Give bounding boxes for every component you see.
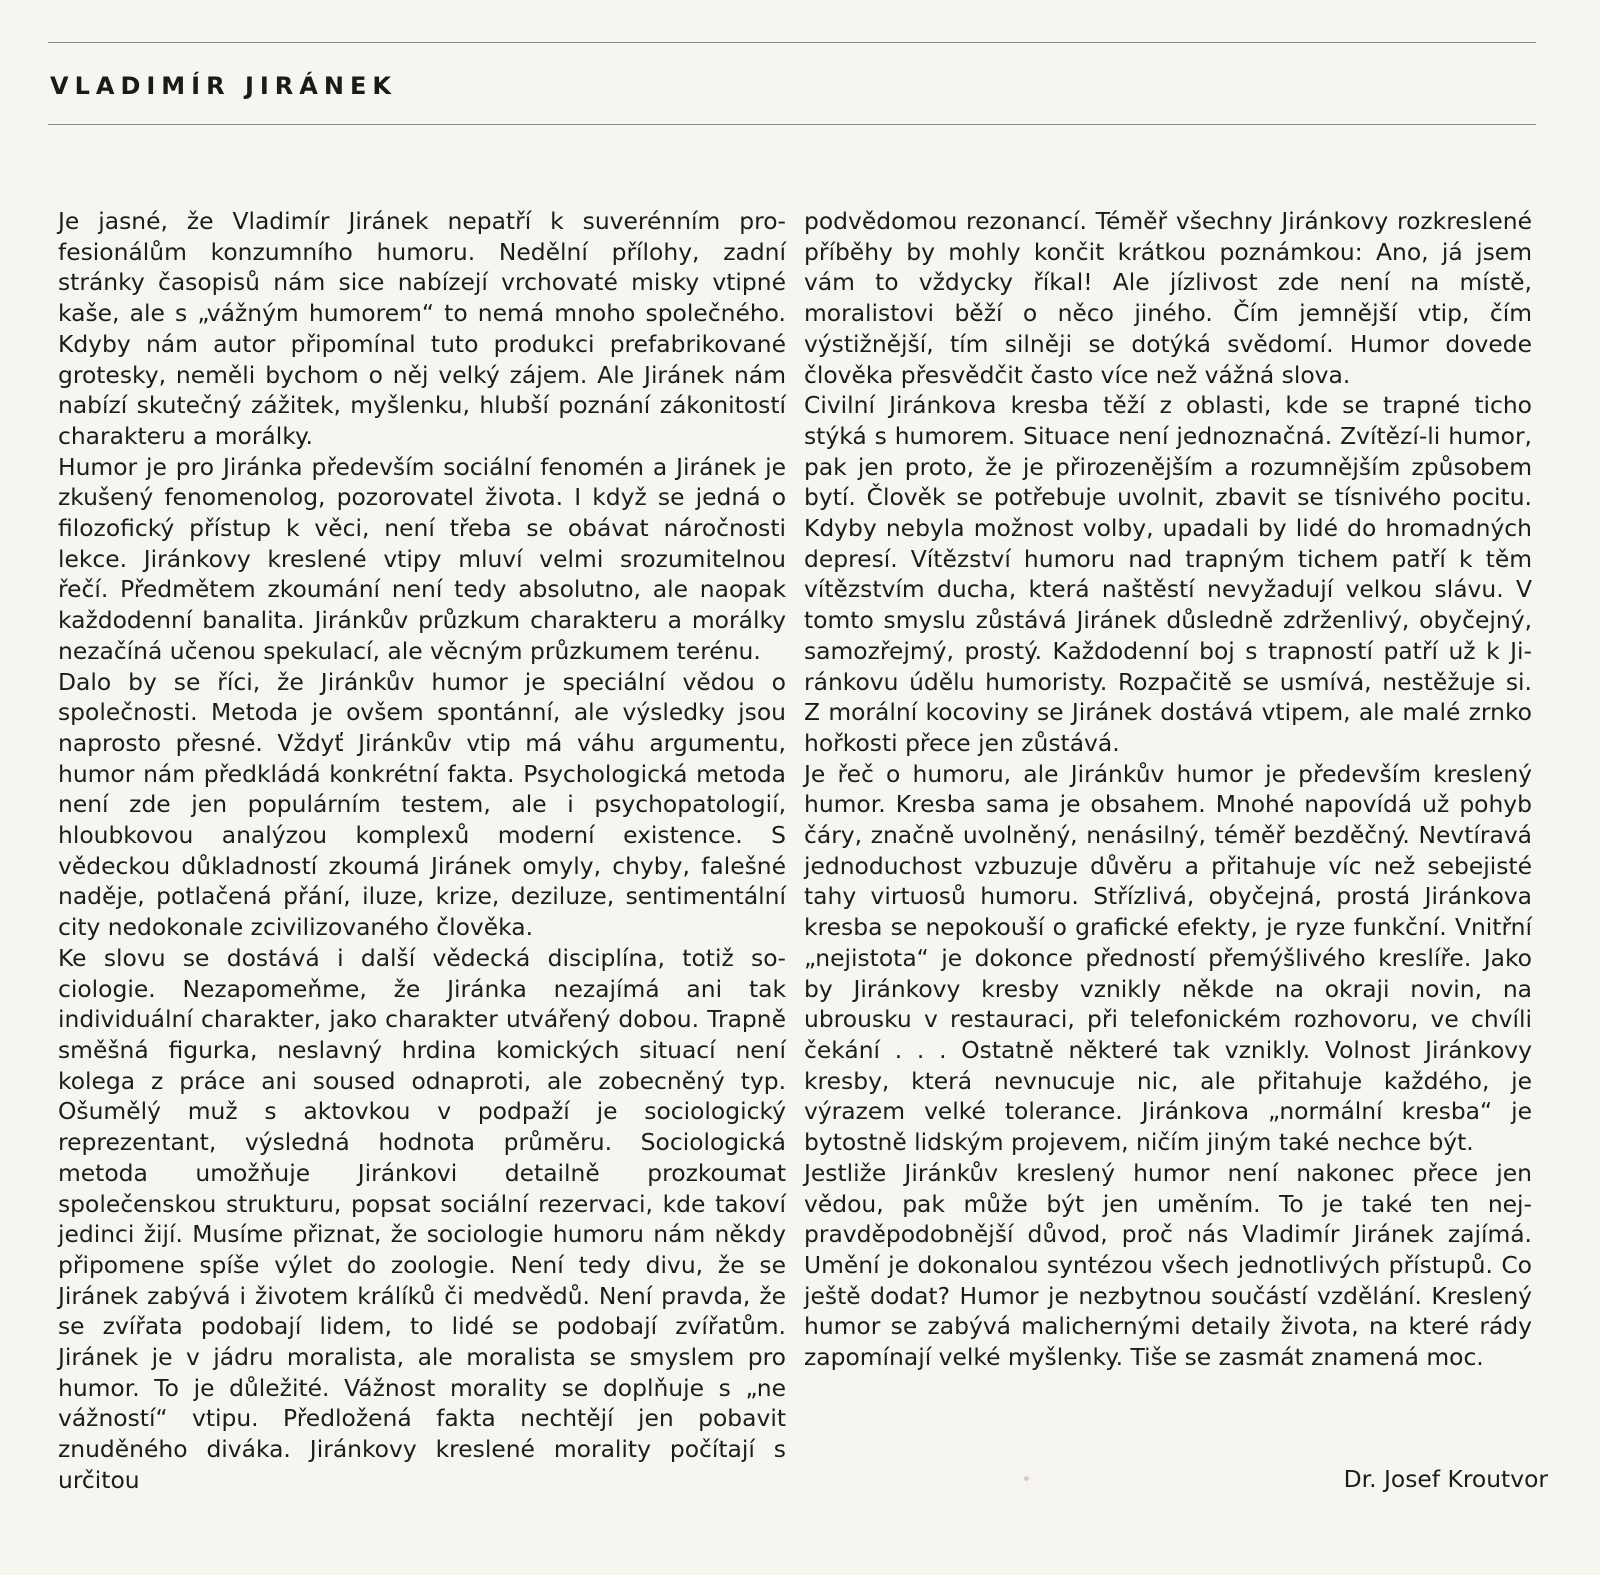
author-signature: Dr. Josef Kroutvor	[1343, 1465, 1548, 1493]
paper-speck	[1024, 1476, 1029, 1481]
right-column	[804, 206, 1532, 1373]
paragraph: Je řeč o humoru, ale Jiránkův humor je především kreslený humor. Kresba sama je obsahem. Mnohé napovídá už pohyb čáry, značně uvolněný, nenásilný, téměř bezděčný. Nevtíravá jednoduchost vzbuzuje důvěru a přitahuje víc než sebejisté tahy virtuosů humoru. Střízlivá, obyčejná, prostá Jiránkova kresba se nepokouší o grafické efekty, je ryze funkční. Vnitřní „nejistota“ je dokonce předností přemýšlivého kreslíře. Jako by Jiránkovy kresby vznikly někde na okraji novin, na ubrousku v restauraci, při telefonickém rozhovoru, ve chvíli čekání . . . Ostatně některé tak vznikly. Volnost Jiránkovy kresby, která nevnucuje nic, ale přitahuje každého, je výrazem velké tolerance. Jiránkova „normální kresba“ je bytostně lidským projevem, ničím jiným také nechce být.	[804, 759, 1532, 1157]
paragraph: podvědomou rezonancí. Téměř všechny Jiránkovy rozkreslené příběhy by mohly končit krátkou poznámkou: Ano, já jsem vám to vždycky říkal! Ale jízlivost zde není na místě, moralistovi běží o něco jiného. Čím jemnější vtip, čím výstižnější, tím silněji se dotýká svědomí. Humor dovede člověka přesvědčit často více než vážná slova.	[804, 207, 1532, 389]
article-title: VLADIMÍR JIRÁNEK	[50, 72, 397, 100]
paragraph: Humor je pro Jiránka především sociální fenomén a Jiránek je zkušený fenomenolog, pozorovatel života. I když se jedná o filozofický přístup k věci, není třeba se obávat náročnosti lekce. Jiránkovy kreslené vtipy mluví velmi srozumitelnou řečí. Předmětem zkoumání není tedy absolutno, ale naopak každodenní banalita. Jiránkův průzkum charakteru a morálky nezačíná učenou spekulací, ale věcným průzkumem terénu.	[58, 452, 786, 665]
title-rule	[48, 124, 1536, 125]
paragraph: Je jasné, že Vladimír Jiránek nepatří k suverénním profesionálům konzumního humoru. Nedělní přílohy, zadní stránky časopisů nám sice nabízejí vrchovaté misky vtipné kaše, ale s „vážným humorem“ to nemá mnoho společného. Kdyby nám autor připomínal tuto produkci prefabrikované grotesky, neměli bychom o něj velký zájem. Ale Jiránek nám nabízí skutečný zážitek, myšlenku, hlubší poznání zákonitostí charakteru a morálky.	[58, 207, 786, 450]
paragraph: Dalo by se říci, že Jiránkův humor je speciální vědou o společnosti. Metoda je ovšem spontánní, ale výsledky jsou naprosto přesné. Vždyť Jiránkův vtip má váhu argumentu, humor nám předkládá konkrétní fakta. Psychologická metoda není zde jen populárním testem, ale i psychopatologií, hloubkovou analýzou komplexů moderní existence. S vědeckou důkladností zkoumá Jiránek omyly, chyby, falešné naděje, potlačená přání, iluze, krize, deziluze, sentimentální city nedokonale zcivilizovaného člověka.	[58, 667, 786, 942]
paragraph: Jestliže Jiránkův kreslený humor není nakonec přece jen vědou, pak může být jen uměním. To je také ten nejpravděpodobnější důvod, proč nás Vladimír Jiránek zajímá. Umění je dokonalou syntézou všech jednotlivých přístupů. Co ještě dodat? Humor je nezbytnou součástí vzdělání. Kreslený humor se zabývá malichernými detaily života, na které rády zapomínají velké myšlenky. Tiše se zasmát znamená moc.	[804, 1158, 1532, 1372]
paragraph: Ke slovu se dostává i další vědecká disciplína, totiž sociologie. Nezapomeňme, že Jiránka nezajímá ani tak individuální charakter, jako charakter utvářený dobou. Trapně směšná figurka, neslavný hrdina komických situací není kolega z práce ani soused odnaproti, ale zobecněný typ. Ošumělý muž s aktovkou v podpaží je sociologický reprezentant, výsledná hodnota průměru. Sociologická metoda umožňuje Jiránkovi detailně prozkoumat společenskou strukturu, popsat sociální rezervaci, kde takoví jedinci žijí. Musíme přiznat, že sociologie humoru nám někdy připomene spíše výlet do zoologie. Není tedy divu, že se Jiránek zabývá i životem králíků či medvědů. Není pravda, že se zvířata podobají lidem, to lidé se podobají zvířatům. Jiránek je v jádru moralista, ale moralista se smyslem pro humor. To je důležité. Vážnost morality se doplňuje s „ne vážností“ vtipu. Předložená fakta nechtějí jen pobavit znuděného diváka. Jiránkovy kreslené morality počítají s určitou	[58, 943, 786, 1494]
top-rule	[48, 42, 1536, 43]
left-column	[58, 206, 786, 1496]
paragraph: Civilní Jiránkova kresba těží z oblasti, kde se trapné ticho stýká s humorem. Situace není jednoznačná. Zvítězí-li humor, pak jen proto, že je přirozenějším a rozumnějším způsobem bytí. Člověk se potřebuje uvolnit, zbavit se tísnivého pocitu. Kdyby nebyla možnost volby, upadali by lidé do hromadných depresí. Vítězství humoru nad trapným tichem patří k těm vítězstvím ducha, která naštěstí nevyžadují velkou slávu. V tomto smyslu zůstává Jiránek důsledně zdrženlivý, obyčejný, samozřejmý, prostý. Každodenní boj s trapností patří už k Jiránkovu údělu humoristy. Rozpačitě se usmívá, nestěžuje si. Z morální kocoviny se Jiránek dostává vtipem, ale malé zrnko hořkosti přece jen zůstává.	[804, 391, 1532, 757]
